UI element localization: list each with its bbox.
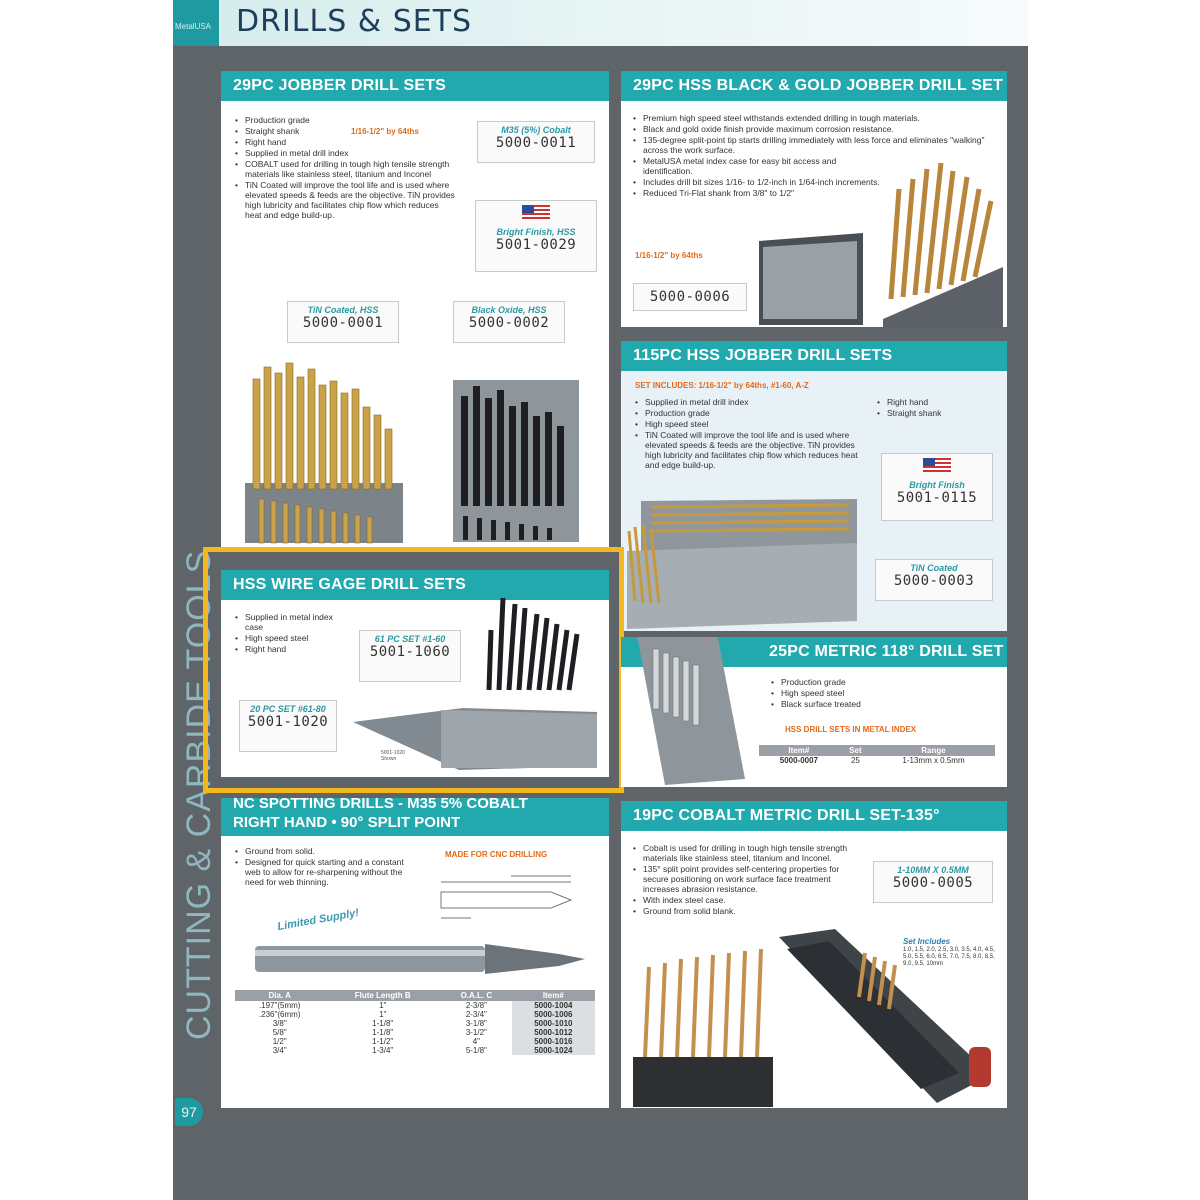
product-code: 5001-1020 bbox=[247, 714, 329, 730]
spotting-drill-image bbox=[251, 934, 591, 984]
table-cell: 1-13mm x 0.5mm bbox=[902, 756, 965, 765]
panel-subtitle: RIGHT HAND • 90° SPLIT POINT bbox=[233, 814, 461, 831]
set-includes-note: SET INCLUDES: 1/16-1/2" by 64ths, #1-60, A-Z bbox=[635, 381, 809, 390]
table-header: Flute Length B bbox=[324, 990, 441, 1001]
table-cell: 3/4" bbox=[272, 1046, 287, 1055]
table-cell: 5/8" bbox=[272, 1028, 287, 1037]
side-section-label: CUTTING & CARBIDE TOOLS bbox=[180, 549, 218, 1040]
table-cell: .236"(6mm) bbox=[258, 1010, 301, 1019]
highlight-frame bbox=[203, 547, 624, 793]
table-header: Range bbox=[872, 745, 995, 756]
product-code-box bbox=[475, 200, 597, 272]
feature-list bbox=[235, 115, 455, 221]
table-row bbox=[759, 756, 995, 765]
logo-text: MetalUSA bbox=[175, 22, 212, 31]
panel-title: NC SPOTTING DRILLS - M35 5% COBALT bbox=[233, 798, 528, 812]
feature-item: • Supplied in metal index case bbox=[235, 612, 345, 632]
table-row bbox=[235, 1001, 595, 1010]
set-includes-title: Set Includes bbox=[903, 937, 951, 946]
feature-list bbox=[633, 843, 853, 917]
feature-item: • Premium high speed steel withstands extended drilling in tough materials. bbox=[633, 113, 1003, 123]
gold-drill-set-image bbox=[239, 359, 409, 547]
panel-29pc-jobber bbox=[221, 71, 609, 547]
feature-item: • Designed for quick starting and a constant web to allow for re-sharpening without the need for web thinning. bbox=[235, 857, 415, 887]
product-code: 5000-0011 bbox=[495, 135, 577, 151]
panel-title: 29PC HSS BLACK & GOLD JOBBER DRILL SET bbox=[621, 71, 1007, 101]
set-includes-list: 1.0, 1.5, 2.0, 2.5, 3.0, 3.5, 4.0, 4.5, 5.0, 5.5, 6.0, 6.5, 7.0, 7.5, 8.0, 8.5, 9.0, 9.5, 10mm bbox=[903, 947, 995, 967]
feature-list bbox=[635, 397, 865, 471]
table-header-row bbox=[235, 990, 595, 1001]
table-header: Item# bbox=[512, 990, 595, 1001]
feature-item: • Right hand bbox=[235, 644, 345, 654]
table-cell: 1" bbox=[379, 1010, 387, 1019]
feature-item: • TiN Coated will improve the tool life and is used where elevated speeds & feeds are the objective. TiN provides high lubricity and facilitates chip flow which reduces heat and edge build-up. bbox=[635, 430, 865, 470]
feature-item: • High speed steel bbox=[635, 419, 865, 429]
table-row bbox=[235, 1037, 595, 1046]
table-cell: 5000-1004 bbox=[512, 1001, 595, 1010]
product-code-box bbox=[875, 559, 993, 601]
product-code: 5000-0006 bbox=[649, 289, 731, 305]
page-title: DRILLS & SETS bbox=[236, 4, 473, 39]
page-number: 97 bbox=[175, 1098, 203, 1126]
product-code: 5001-0115 bbox=[896, 490, 978, 506]
feature-item: • Right hand bbox=[877, 397, 987, 407]
product-code-box bbox=[881, 453, 993, 521]
feature-item: • Ground from solid blank. bbox=[633, 906, 853, 916]
product-code-box bbox=[873, 861, 993, 903]
product-code: 5000-0002 bbox=[468, 315, 550, 331]
table-header: Set bbox=[839, 745, 872, 756]
table-cell: 1" bbox=[379, 1001, 387, 1010]
feature-item: • Black and gold oxide finish provide maximum corrosion resistance. bbox=[633, 124, 1003, 134]
product-code-box bbox=[477, 121, 595, 163]
product-code: 5000-0001 bbox=[302, 315, 384, 331]
panel-nc-spotting bbox=[221, 798, 609, 1108]
feature-item: • COBALT used for drilling in tough high tensile strength materials like stainless steel, titanium and Inconel bbox=[235, 159, 455, 179]
table-cell: 4" bbox=[472, 1037, 480, 1046]
feature-item: • High speed steel bbox=[235, 633, 345, 643]
feature-item: • With index steel case. bbox=[633, 895, 853, 905]
feature-item: • Cobalt is used for drilling in tough high tensile strength materials like stainless steel, titanium and Inconel. bbox=[633, 843, 853, 863]
panel-115pc-jobber bbox=[621, 341, 1007, 631]
product-code: 5001-1060 bbox=[369, 644, 451, 660]
feature-item: • Straight shank bbox=[877, 408, 987, 418]
table-cell: 1-3/4" bbox=[372, 1046, 394, 1055]
spotting-spec-table bbox=[235, 990, 595, 1055]
feature-item: • MetalUSA metal index case for easy bit access and identification. bbox=[633, 156, 883, 176]
black-gold-drill-set-image bbox=[757, 149, 1005, 327]
cobalt-drill-set-image bbox=[629, 927, 999, 1107]
code-label: M35 (5%) Cobalt bbox=[501, 125, 571, 135]
feature-item: • Production grade bbox=[771, 677, 971, 687]
code-label: 1-10MM X 0.5MM bbox=[897, 865, 969, 875]
table-cell: 5000-1024 bbox=[512, 1046, 595, 1055]
spec-table bbox=[759, 745, 995, 765]
feature-item: • Supplied in metal drill index bbox=[635, 397, 865, 407]
product-code-box bbox=[287, 301, 399, 343]
usa-flag-icon bbox=[923, 458, 951, 472]
product-code: 5000-0005 bbox=[892, 875, 974, 891]
table-cell: 2-3/8" bbox=[465, 1001, 487, 1010]
feature-list bbox=[235, 846, 415, 888]
table-cell: 5000-1012 bbox=[512, 1028, 595, 1037]
panel-19pc-cobalt-metric bbox=[621, 801, 1007, 1108]
table-cell: 25 bbox=[850, 756, 860, 765]
table-cell: 5-1/8" bbox=[465, 1046, 487, 1055]
drill-dimension-diagram bbox=[431, 868, 591, 928]
feature-item: • Supplied in metal drill index bbox=[235, 148, 455, 158]
table-row bbox=[235, 1028, 595, 1037]
table-cell: .197"(5mm) bbox=[258, 1001, 301, 1010]
size-note: 1/16-1/2" by 64ths bbox=[351, 127, 419, 136]
table-cell: 5000-1016 bbox=[512, 1037, 595, 1046]
code-label: Black Oxide, HSS bbox=[471, 305, 547, 315]
table-cell: 5000-1006 bbox=[512, 1010, 595, 1019]
table-row bbox=[235, 1046, 595, 1055]
table-header: Dia. A bbox=[235, 990, 324, 1001]
brand-logo bbox=[173, 0, 219, 46]
table-row bbox=[235, 1019, 595, 1028]
image-caption: 5001-1020 Shown bbox=[381, 750, 405, 762]
code-label: 61 PC SET #1-60 bbox=[374, 634, 446, 644]
panel-title: 29PC JOBBER DRILL SETS bbox=[221, 71, 609, 101]
size-note: 1/16-1/2" by 64ths bbox=[635, 251, 703, 260]
table-header: O.A.L. C bbox=[441, 990, 512, 1001]
code-label: TiN Coated, HSS bbox=[307, 305, 379, 315]
table-cell: 1/2" bbox=[272, 1037, 287, 1046]
feature-list-secondary bbox=[877, 397, 987, 419]
table-row bbox=[235, 1010, 595, 1019]
panel-25pc-metric bbox=[621, 637, 1007, 787]
index-note: HSS DRILL SETS IN METAL INDEX bbox=[785, 725, 917, 734]
black-drill-set-image bbox=[443, 376, 593, 546]
code-label: Bright Finish, HSS bbox=[496, 227, 576, 237]
product-code: 5000-0003 bbox=[893, 573, 975, 589]
product-code-box bbox=[453, 301, 565, 343]
table-cell: 3-1/2" bbox=[465, 1028, 487, 1037]
feature-item: • 135° split point provides self-centering properties for secure positioning on work surface face treatment increases abrasion resistance. bbox=[633, 864, 853, 894]
table-cell: 1-1/2" bbox=[372, 1037, 394, 1046]
feature-item: • Right hand bbox=[235, 137, 455, 147]
feature-item: • High speed steel bbox=[771, 688, 971, 698]
panel-title: HSS WIRE GAGE DRILL SETS bbox=[221, 570, 609, 600]
code-label: 20 PC SET #61-80 bbox=[250, 704, 326, 714]
table-cell: 1-1/8" bbox=[372, 1028, 394, 1037]
feature-item: • Ground from solid. bbox=[235, 846, 415, 856]
table-cell: 2-3/4" bbox=[465, 1010, 487, 1019]
panel-title: 25PC METRIC 118° DRILL SET bbox=[621, 637, 1007, 667]
code-label: TiN Coated bbox=[910, 563, 958, 573]
limited-supply-label: Limited Supply! bbox=[276, 906, 360, 934]
product-code-box bbox=[633, 283, 747, 311]
cnc-note: MADE FOR CNC DRILLING bbox=[445, 850, 548, 859]
table-cell: 1-1/8" bbox=[372, 1019, 394, 1028]
product-code: 5001-0029 bbox=[495, 237, 577, 253]
panel-title: 19PC COBALT METRIC DRILL SET-135° bbox=[621, 801, 1007, 831]
panel-title: 115PC HSS JOBBER DRILL SETS bbox=[621, 341, 1007, 371]
feature-item: • 135-degree split-point tip starts drilling immediately with less force and eliminates "walking" across the work surface. bbox=[633, 135, 1003, 155]
feature-item: • Black surface treated bbox=[771, 699, 971, 709]
table-cell: 5000-1010 bbox=[512, 1019, 595, 1028]
table-cell: 3/8" bbox=[272, 1019, 287, 1028]
table-header: Item# bbox=[759, 745, 839, 756]
feature-item: • Production grade bbox=[635, 408, 865, 418]
code-label: Bright Finish bbox=[909, 480, 965, 490]
feature-item: • Production grade bbox=[235, 115, 455, 125]
usa-flag-icon bbox=[522, 205, 550, 219]
table-header-row bbox=[759, 745, 995, 756]
feature-item: • Reduced Tri-Flat shank from 3/8" to 1/2" bbox=[633, 188, 883, 198]
metric-drill-case-image bbox=[633, 637, 751, 787]
feature-item: • TiN Coated will improve the tool life and is used where elevated speeds & feeds are the objective. TiN provides high lubricity and facilitates chip flow which reduces heat and edge build-up. bbox=[235, 180, 455, 220]
feature-item: • Straight shank bbox=[235, 126, 455, 136]
115pc-drill-case-image bbox=[621, 491, 861, 631]
panel-29pc-black-gold bbox=[621, 71, 1007, 327]
table-cell: 5000-0007 bbox=[779, 756, 819, 765]
feature-list bbox=[771, 677, 971, 710]
table-cell: 3-1/8" bbox=[465, 1019, 487, 1028]
feature-item: • Includes drill bit sizes 1/16- to 1/2-inch in 1/64-inch increments. bbox=[633, 177, 883, 187]
